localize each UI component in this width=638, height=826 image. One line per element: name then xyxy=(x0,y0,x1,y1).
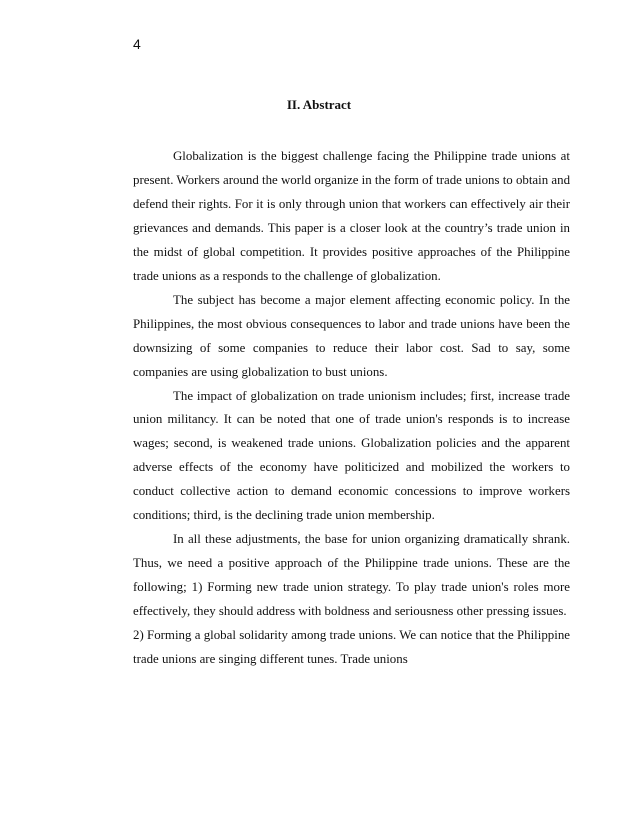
paragraph-2: The subject has become a major element affecting economic policy. In the Philippines, the most obvious consequences to labor and trade unions have been the downsizing of some companies to reduce their labor cost. Sad to say, some companies are using globalization to bust unions. xyxy=(133,292,570,379)
paragraph-4: In all these adjustments, the base for union organizing dramatically shrank. Thus, we need a positive approach of the Philippine trade unions. These are the following; 1) Forming new trade union strategy. To play trade union's roles more effectively, they should address with boldness and seriousness other pressing issues. xyxy=(133,532,570,619)
page-number: 4 xyxy=(133,36,141,52)
section-heading: II. Abstract xyxy=(286,97,352,112)
paragraph-1: Globalization is the biggest challenge facing the Philippine trade unions at present. Workers around the world organize in the form of trade unions to obtain and defend their rights. For it is only through union that workers can effectively air their grievances and demands. This paper is a closer look at the country’s trade union in the midst of global competition. It provides positive approaches of the Philippine trade unions as a responds to the challenge of globalization. xyxy=(133,149,571,283)
paragraph-5: 2) Forming a global solidarity among trade unions. We can notice that the Philippine trade unions are singing different tunes. Trade unions xyxy=(133,628,570,667)
abstract-body xyxy=(133,145,570,672)
paragraph-3: The impact of globalization on trade unionism includes; first, increase trade union militancy. It can be noted that one of trade union's responds is to increase wages; second, is weakened trade unions. Globalization policies and the apparent adverse effects of the economy have politicized and mobilized the workers to conduct collective action to demand economic concessions to improve workers conditions; third, is the declining trade union membership. xyxy=(133,388,570,523)
